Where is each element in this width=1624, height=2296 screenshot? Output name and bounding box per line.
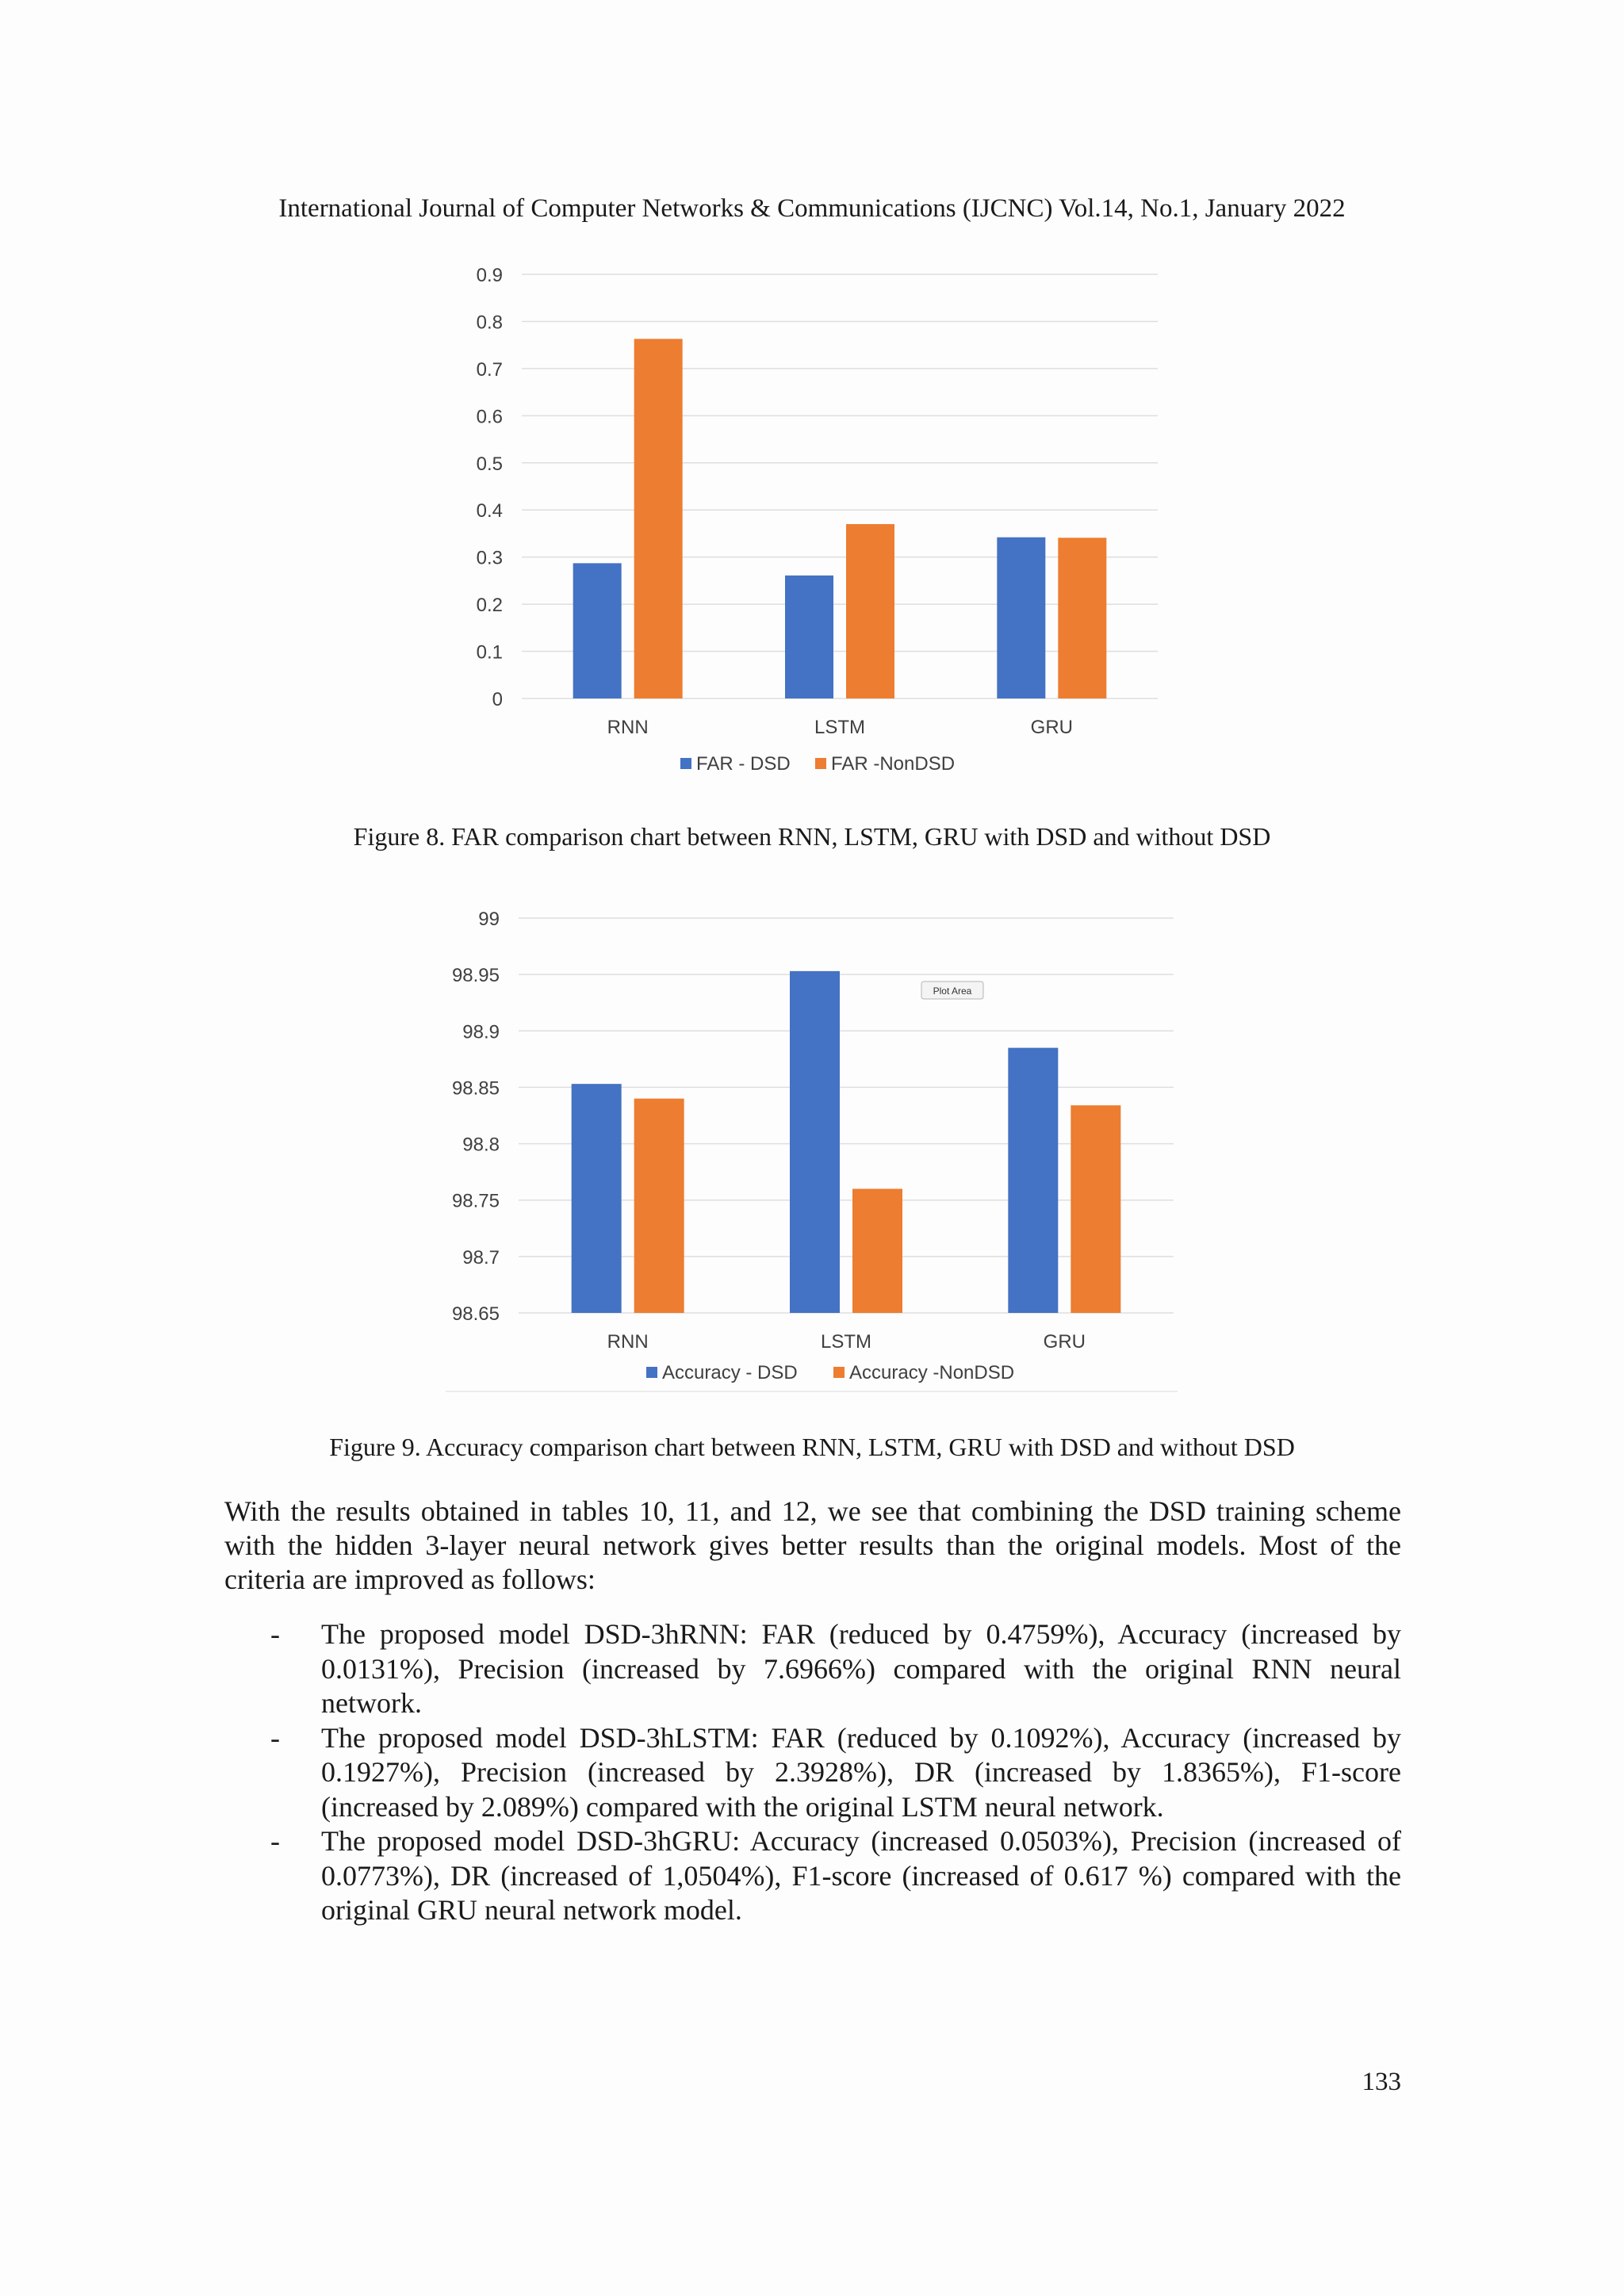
y-tick-label: 0.3 (476, 547, 503, 569)
list-dash: - (270, 1618, 280, 1650)
bar-lstm-nondsd (852, 1188, 902, 1313)
x-tick-label: GRU (1043, 1331, 1086, 1353)
bar-gru-dsd (1008, 1048, 1058, 1313)
x-tick-label: RNN (607, 717, 649, 738)
bar-lstm-dsd (785, 576, 833, 698)
legend-swatch (680, 758, 691, 769)
list-item-text: The proposed model DSD-3hGRU: Accuracy (increased 0.0503%), Precision (increased of 0.0773%), DR (increased of 1,0504%), F1-score (increased of 0.617 %) compared with the original GRU neural network model. (321, 1825, 1401, 1926)
list-dash: - (270, 1825, 280, 1857)
plot-area-tooltip-text: Plot Area (933, 985, 972, 997)
list-item-text: The proposed model DSD-3hRNN: FAR (reduced by 0.4759%), Accuracy (increased by 0.0131%), Precision (increased by 7.6966%) compared with the original RNN neural network. (321, 1618, 1401, 1719)
x-tick-label: LSTM (820, 1331, 872, 1353)
bar-rnn-dsd (572, 1084, 622, 1313)
accuracy-chart-svg (444, 894, 1182, 1394)
body-paragraph (224, 1494, 1401, 1597)
x-tick-label: GRU (1030, 717, 1074, 738)
bar-lstm-dsd (790, 971, 840, 1313)
y-tick-label: 99 (478, 909, 500, 930)
y-tick-label: 0.9 (476, 265, 503, 286)
list-item (224, 1721, 1401, 1825)
y-tick-label: 98.7 (462, 1246, 500, 1269)
x-tick-label: LSTM (814, 717, 866, 738)
y-tick-label: 98.65 (451, 1303, 500, 1325)
legend-label: FAR -NonDSD (831, 753, 956, 775)
y-tick-label: 0.6 (476, 406, 503, 428)
list-dash: - (270, 1721, 280, 1754)
y-tick-label: 0.1 (476, 641, 503, 664)
y-tick-label: 0.2 (476, 595, 503, 617)
x-tick-label: RNN (607, 1331, 649, 1353)
figure-8-caption: Figure 8. FAR comparison chart between RNN, LSTM, GRU with DSD and without DSD (353, 822, 1271, 851)
list-item (224, 1617, 1401, 1721)
list-item (224, 1824, 1401, 1928)
y-tick-label: 98.75 (451, 1190, 500, 1212)
journal-header: International Journal of Computer Networks & Communications (IJCNC) Vol.14, No.1, January 2022 (278, 194, 1346, 223)
paragraph-text: With the results obtained in tables 10, 11, and 12, we see that combining the DSD training scheme with the hidden 3-layer neural network gives better results than the original models. Most of the criteria are improved as follows: (224, 1495, 1401, 1595)
far-chart-svg (444, 254, 1174, 785)
bar-gru-nondsd (1058, 538, 1106, 698)
bar-gru-nondsd (1071, 1105, 1120, 1313)
y-tick-label: 98.95 (451, 965, 500, 987)
bar-rnn-nondsd (634, 339, 683, 698)
y-tick-label: 0.5 (476, 453, 503, 475)
improvement-list (224, 1617, 1401, 1928)
y-tick-label: 0 (492, 689, 503, 710)
accuracy-chart (444, 894, 1182, 1394)
figure-9-caption: Figure 9. Accuracy comparison chart between RNN, LSTM, GRU with DSD and without DSD (329, 1433, 1295, 1461)
far-chart (444, 254, 1174, 785)
legend-label: Accuracy -NonDSD (849, 1362, 1015, 1383)
bar-rnn-dsd (573, 563, 622, 698)
legend-swatch (833, 1367, 845, 1378)
legend-label: FAR - DSD (696, 753, 791, 775)
y-tick-label: 98.85 (451, 1077, 500, 1100)
legend-swatch (646, 1367, 657, 1378)
y-tick-label: 0.4 (476, 500, 503, 522)
bar-rnn-nondsd (634, 1099, 684, 1313)
legend-swatch (815, 758, 826, 769)
y-tick-label: 98.9 (462, 1021, 500, 1043)
y-tick-label: 98.8 (462, 1134, 500, 1156)
y-tick-label: 0.7 (476, 358, 503, 381)
bar-gru-dsd (997, 538, 1045, 698)
legend-label: Accuracy - DSD (662, 1362, 798, 1383)
y-tick-label: 0.8 (476, 312, 503, 334)
list-item-text: The proposed model DSD-3hLSTM: FAR (reduced by 0.1092%), Accuracy (increased by 0.1927%), Precision (increased by 2.3928%), DR (increased by 1.8365%), F1-score (increased by 2.089%) compared with the original LSTM neural network. (321, 1721, 1401, 1823)
bar-lstm-nondsd (846, 524, 894, 698)
page-number: 133 (1362, 2068, 1401, 2096)
